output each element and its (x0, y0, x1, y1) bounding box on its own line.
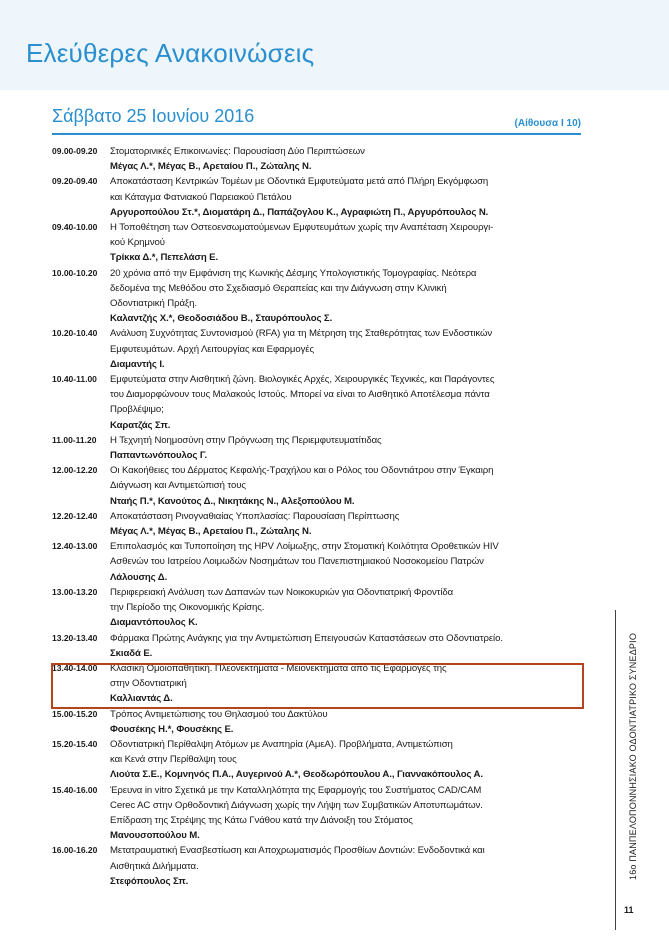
session-title-line: Εμφυτευμάτων. Αρχή Λειτουργίας και Εφαρμογές (110, 343, 314, 355)
session-entry (52, 539, 582, 585)
session-authors: Μέγας Λ.*, Μέγας Β., Αρεταίου Π., Ζώταλης Ν. (110, 526, 312, 538)
session-title-line: κού Κρημνού (110, 237, 165, 249)
session-entry (52, 463, 582, 509)
session-title-line: Φάρμακα Πρώτης Ανάγκης για την Αντιμετώπιση Επειγουσών Καταστάσεων στο Οδοντιατρείο. (110, 632, 503, 644)
session-body (110, 266, 582, 327)
session-title-line: Επιπολασμός και Τυποποίηση της HPV Λοίμωξης, στην Στοματική Κοιλότητα Οροθετικών HIV (110, 541, 499, 553)
session-body (110, 372, 582, 433)
session-entry (52, 585, 582, 631)
session-body (110, 783, 582, 844)
session-body (110, 463, 582, 509)
page-title: Ελεύθερες Ανακοινώσεις (26, 38, 315, 68)
session-authors: Μέγας Λ.*, Μέγας Β., Αρεταίου Π., Ζώταλης Ν. (110, 161, 312, 173)
session-entry (52, 707, 582, 737)
session-body (110, 174, 582, 220)
session-entry (52, 220, 582, 266)
session-title-line: Οι Κακοήθειες του Δέρματος Κεφαλής-Τραχήλου και ο Ρόλος του Οδοντιάτρου στην Έγκαιρη (110, 465, 494, 477)
session-authors: Διαμαντόπουλος Κ. (110, 617, 198, 629)
session-entry (52, 174, 582, 220)
session-time: 11.00-11.20 (52, 434, 97, 445)
session-authors: Φουσέκης Η.*, Φουσέκης Ε. (110, 723, 234, 735)
session-title-line: στην Οδοντιατρική (110, 678, 187, 690)
session-title-line: Ασθενών του Ιατρείου Λοιμωδών Νοσημάτων του Πανεπιστημιακού Νοσοκομείου Πατρών (110, 556, 484, 568)
session-title-line: Οδοντιατρική Πράξη. (110, 298, 197, 310)
session-title-line: Διάγνωση και Αντιμετώπισή τους (110, 480, 246, 492)
session-entry (52, 372, 582, 433)
session-title-line: Ανάλυση Συχνότητας Συντονισμού (RFA) για τη Μέτρηση της Σταθερότητας των Ενδοστικών (110, 328, 493, 340)
session-time: 15.20-15.40 (52, 738, 98, 749)
session-authors: Στεφόπουλος Σπ. (110, 875, 189, 887)
sidebar-divider (615, 610, 616, 930)
date-heading: Σάββατο 25 Ιουνίου 2016 (52, 106, 255, 126)
session-title-line: δεδομένα της Μεθόδου στο Σχεδιασμό Θεραπείας και την Διάγνωση στην Κλινική (110, 282, 447, 294)
session-title-line: Μετατραυματική Ενασβεστίωση και Αποχρωματισμός Προσθίων Δοντιών: Ενδοδοντικά και (110, 845, 485, 857)
session-time: 15.40-16.00 (52, 784, 98, 795)
session-time: 12.00-12.20 (52, 465, 98, 476)
session-authors: Παπαντωνόπουλος Γ. (110, 450, 208, 462)
session-time: 10.40-11.00 (52, 374, 97, 385)
session-entry (52, 783, 582, 844)
session-time: 10.20-10.40 (52, 328, 98, 339)
session-entry (52, 326, 582, 372)
session-title-line: Αποκατάσταση Ρινογναθιαίας Υποπλασίας: Παρουσίαση Περίπτωσης (110, 510, 400, 522)
session-time: 09.00-09.20 (52, 146, 98, 156)
session-entry (52, 843, 582, 889)
session-body (110, 539, 582, 585)
session-time: 09.20-09.40 (52, 176, 98, 187)
highlight-box (51, 663, 584, 709)
session-time: 10.00-10.20 (52, 267, 98, 278)
session-title-line: Η Τεχνητή Νοημοσύνη στην Πρόγνωση της Περιεμφυτευματίτιδας (110, 434, 382, 446)
session-title-line: Αποκατάσταση Κεντρικών Τομέων με Οδοντικά Εμφυτεύματα μετά από Πλήρη Εκγόμφωση (110, 176, 489, 188)
session-time: 13.00-13.20 (52, 586, 98, 597)
session-authors: Αργυροπούλου Στ.*, Διοματάρη Δ., Παπάζογλου Κ., Αγραφιώτη Π., Αργυρόπουλος Ν. (110, 206, 489, 218)
session-title-line: και Κάταγμα Φατνιακού Παρειακού Πετάλου (110, 191, 292, 203)
session-title-line: Η Τοποθέτηση των Οστεοενσωματούμενων Εμφυτευμάτων χωρίς την Αναπέταση Χειρουργι- (110, 222, 494, 234)
session-title-line: την Περίοδο της Οικονομικής Κρίσης. (110, 602, 265, 614)
session-entry (52, 266, 582, 327)
session-entry (52, 144, 582, 174)
session-authors: Λιούτα Σ.Ε., Κομνηνός Π.Α., Αυγερινού Α.*, Θεοδωρόπουλου Α., Γιαννακόπουλος Α. (110, 769, 483, 781)
session-authors: Τρίκκα Δ.*, Πεπελάση Ε. (110, 252, 219, 264)
session-time: 15.00-15.20 (52, 708, 98, 719)
session-authors: Καρατζάς Σπ. (110, 419, 171, 431)
session-body (110, 843, 582, 889)
page-number: 11 (624, 905, 634, 915)
session-body (110, 631, 582, 661)
session-title-line: Περιφερειακή Ανάλυση των Δαπανών των Νοικοκυριών για Οδοντιατρική Φροντίδα (110, 586, 454, 598)
session-authors: Μανουσοπούλου Μ. (110, 830, 200, 842)
session-time: 16.00-16.20 (52, 845, 98, 856)
session-body (110, 433, 582, 463)
session-time: 12.20-12.40 (52, 510, 98, 521)
session-title-line: Οδοντιατρική Περίθαλψη Ατόμων με Αναπηρία (ΑμεΑ). Προβλήματα, Αντιμετώπιση (110, 738, 453, 750)
session-title-line: Cerec AC στην Ορθοδοντική Διάγνωση χωρίς την Λήψη των Συμβατικών Αποτυπωμάτων. (110, 799, 483, 811)
session-body (110, 707, 582, 737)
session-title-line: Κλασική Ομοιοπαθητική. Πλεονεκτήματα - Μειονεκτήματα από τις Εφαρμογές της (110, 662, 447, 674)
session-authors: Διαμαντής Ι. (110, 358, 165, 370)
session-title-line: Εμφυτεύματα στην Αισθητική ζώνη. Βιολογικές Αρχές, Χειρουργικές Τεχνικές, και Παράγοντες (110, 374, 495, 386)
conference-sidebar-text: 16ο ΠΑΝΠΕΛΟΠΟΝΝΗΣΙΑΚΟ ΟΔΟΝΤΙΑΤΡΙΚΟ ΣΥΝΕΔΡΙΟ (628, 632, 638, 880)
session-title-line: 20 χρόνια από την Εμφάνιση της Κωνικής Δέσμης Υπολογιστικής Τομογραφίας. Νεότερα (110, 267, 477, 279)
session-time: 13.20-13.40 (52, 632, 98, 643)
session-authors: Σκιαδά Ε. (110, 647, 153, 659)
schedule-list (52, 144, 582, 889)
session-time: 12.40-13.00 (52, 541, 98, 552)
session-authors: Καλλιαντάς Δ. (110, 693, 173, 705)
header-rule (52, 133, 581, 135)
session-body (110, 585, 582, 631)
session-title-line: Στοματορινικές Επικοινωνίες: Παρουσίαση Δύο Περιπτώσεων (110, 146, 365, 157)
session-entry (52, 631, 582, 661)
session-body (110, 144, 582, 174)
session-body (110, 737, 582, 783)
session-title-line: και Κενά στην Περίθαλψη τους (110, 754, 237, 766)
session-title-line: του Διαμορφώνουν τους Μαλακούς Ιστούς. Μπορεί να είναι το Αισθητικό Αποτέλεσμα πάντα (110, 389, 490, 401)
session-title-line: Τρόπος Αντιμετώπισης του Θηλασμού του Δακτύλου (110, 708, 328, 720)
session-title-line: Έρευνα in vitro Σχετικά με την Καταλληλότητα της Εφαρμογής του Συστήματος CAD/CAM (110, 784, 482, 796)
session-title-line: Προβλέψιμο; (110, 404, 164, 416)
session-entry (52, 509, 582, 539)
session-title-line: Αισθητικά Διλήμματα. (110, 860, 199, 872)
session-time: 09.40-10.00 (52, 222, 98, 233)
session-body (110, 509, 582, 539)
session-body (110, 326, 582, 372)
session-time: 13.40-14.00 (52, 662, 98, 673)
session-authors: Καλαντζής Χ.*, Θεοδοσιάδου Β., Σταυρόπουλος Σ. (110, 313, 333, 325)
session-authors: Λάλουσης Δ. (110, 571, 168, 583)
session-entry (52, 737, 582, 783)
hall-label: (Αίθουσα Ι 10) (514, 118, 581, 129)
session-title-line: Επίδραση της Στρέψης της Κάτω Γνάθου κατά την Διάνοιξη του Στόματος (110, 814, 413, 826)
session-authors: Νταής Π.*, Κανούτος Δ., Νικητάκης Ν., Αλεξοπούλου Μ. (110, 495, 355, 507)
session-entry (52, 433, 582, 463)
session-body (110, 220, 582, 266)
